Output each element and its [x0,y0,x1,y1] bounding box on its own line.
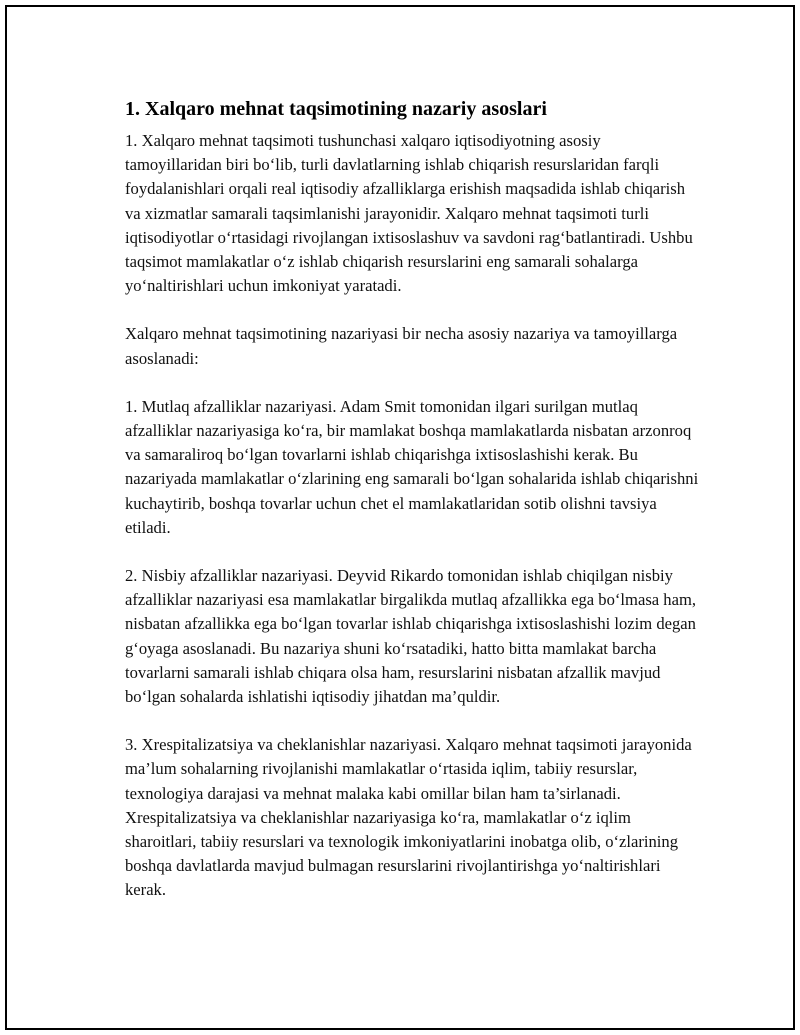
document-body [119,95,699,903]
page-frame [5,5,795,1030]
document-heading: 1. Xalqaro mehnat taqsimotining nazariy asoslari [125,98,547,120]
intro-paragraph: 1. Xalqaro mehnat taqsimoti tushunchasi xalqaro iqtisodiyotning asosiy tamoyillaridan biri bo‘lib, turli davlatlarning ishlab chiqarish resurslaridan farqli foydalanishlari orqali real iqtisodiy afzalliklarga erishish maqsadida ishlab chiqarish va xizmatlar samarali taqsimlanishi jarayonidir. Xalqaro mehnat taqsimoti turli iqtisodiyotlar o‘rtasidagi rivojlangan ixtisoslashuv va savdoni rag‘batlantiradi. Ushbu taqsimot mamlakatlar o‘z ishlab chiqarish resurslarini eng samarali sohalarga yo‘naltirishlari uchun imkoniyat yaratadi. [125,131,693,296]
comparative-advantage-paragraph: 2. Nisbiy afzalliklar nazariyasi. Deyvid Rikardo tomonidan ishlab chiqilgan nisbiy afzalliklar nazariyasi esa mamlakatlar birgalikda mutlaq afzallikka ega bo‘lmasa ham, nisbatan afzallikka ega bo‘lgan tovarlar ishlab chiqarishga ixtisoslashishi lozim degan g‘oyaga asoslanadi. Bu nazariya shuni ko‘rsatadiki, hatto bitta mamlakat barcha tovarlarni samarali ishlab chiqara olsa ham, resurslarini nisbatan afzallik mavjud bo‘lgan sohalarda ishlatishi iqtisodiy jihatdan ma’quldir. [125,566,697,707]
theories-intro-paragraph: Xalqaro mehnat taqsimotining nazariyasi bir necha asosiy nazariya va tamoyillarga asoslanadi: [125,324,678,368]
absolute-advantage-paragraph: 1. Mutlaq afzalliklar nazariyasi. Adam Smit tomonidan ilgari surilgan mutlaq afzalliklar nazariyasiga ko‘ra, bir mamlakat boshqa mamlakatlarda nisbatan arzonroq va samaraliroq bo‘lgan tovarlarni ishlab chiqarishga ixtisoslashishi kerak. Bu nazariyada mamlakatlar o‘zlarining eng samarali bo‘lgan sohalarida ishlab chiqarishni kuchaytirib, boshqa tovarlar uchun chet el mamlakatlaridan sotib olishni tavsiya etiladi. [125,396,699,537]
specialization-limits-paragraph: 3. Xrespitalizatsiya va cheklanishlar nazariyasi. Xalqaro mehnat taqsimoti jarayonida ma’lum sohalarning rivojlanishi mamlakatlar o‘rtasida iqlim, tabiiy resurslar, texnologiya darajasi va mehnat malaka kabi omillar bilan ham ta’sirlanadi. Xrespitalizatsiya va cheklanishlar nazariyasiga ko‘ra, mamlakatlar o‘z iqlim sharoitlari, tabiiy resurslari va texnologik imkoniyatlarini inobatga olib, o‘zlarining boshqa davlatlarda mavjud bulmagan resurslarini rivojlantirishga yo‘naltirishlari kerak. [125,735,692,900]
